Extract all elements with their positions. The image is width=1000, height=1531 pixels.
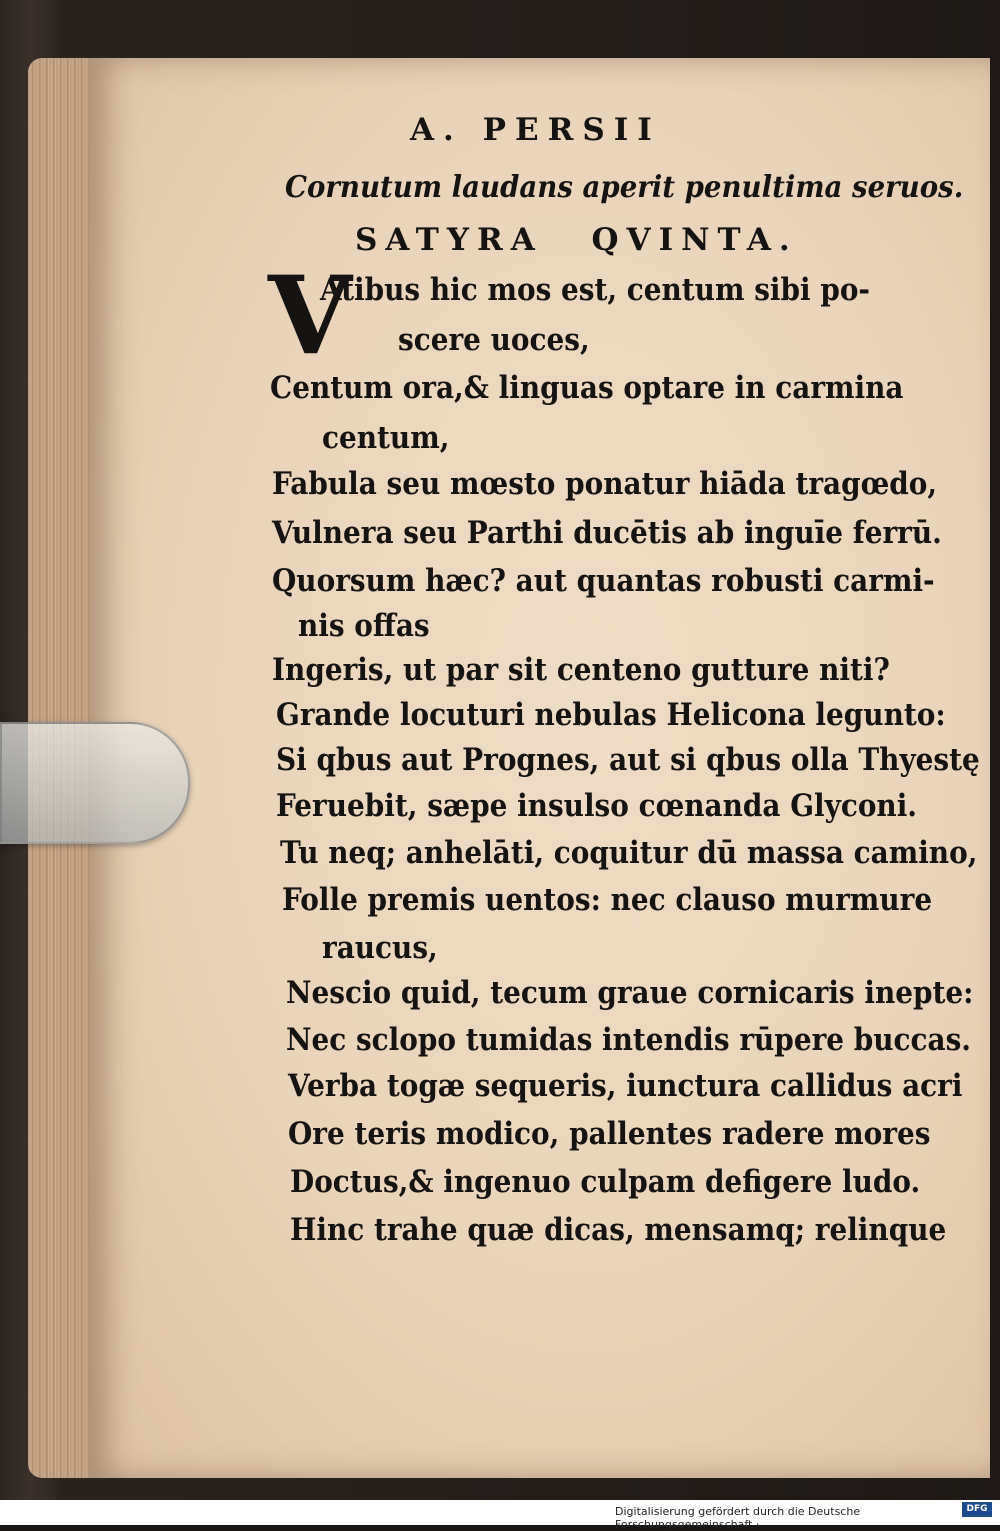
satire-title: SATYRA QVINTA. bbox=[355, 222, 798, 258]
verse-line: scere uoces, bbox=[398, 322, 590, 358]
verse-line: Centum ora,& linguas optare in carmina bbox=[270, 370, 904, 406]
verse-line: Tu neq; anhelāti, coquitur dū massa camino, bbox=[280, 835, 978, 871]
verse-line: Doctus,& ingenuo culpam defigere ludo. bbox=[290, 1164, 921, 1200]
dfg-logo: DFG bbox=[962, 1502, 992, 1517]
verse-line: Feruebit, sæpe insulso cœnanda Glyconi. bbox=[276, 788, 918, 824]
verse-line: raucus, bbox=[322, 930, 438, 966]
satire-argument: Cornutum laudans aperit penultima seruos. bbox=[285, 170, 964, 205]
verse-line: Nescio quid, tecum graue cornicaris inepte: bbox=[286, 975, 974, 1011]
verse-line: Nec sclopo tumidas intendis rūpere buccas. bbox=[286, 1022, 971, 1058]
verse-line: Fabula seu mœsto ponatur hiāda tragœdo, bbox=[272, 466, 938, 502]
running-header: A. PERSII bbox=[410, 112, 661, 148]
digitization-credit: Digitalisierung gefördert durch die Deutsche Forschungsgemeinschaft · bbox=[615, 1505, 861, 1531]
drop-cap: V bbox=[268, 253, 352, 379]
verse-line: Ingeris, ut par sit centeno gutture niti? bbox=[272, 652, 890, 688]
page-clip bbox=[0, 722, 190, 844]
verse-line: centum, bbox=[322, 420, 450, 456]
verse-line: Ore teris modico, pallentes radere mores bbox=[288, 1116, 931, 1152]
verse-line: Quorsum hæc? aut quantas robusti carmi- bbox=[272, 563, 935, 599]
verse-line: Vulnera seu Parthi ducētis ab inguīe ferrū. bbox=[272, 515, 942, 551]
verse-line: Hinc trahe quæ dicas, mensamq; relinque bbox=[290, 1212, 947, 1248]
verse-line: Grande locuturi nebulas Helicona legunto: bbox=[276, 697, 946, 733]
verse-line: Si qbus aut Prognes, aut si qbus olla Thyestę bbox=[276, 742, 980, 778]
verse-line: Atibus hic mos est, centum sibi po- bbox=[320, 272, 871, 308]
verse-line: nis offas bbox=[298, 608, 430, 644]
verse-line: Folle premis uentos: nec clauso murmure bbox=[282, 882, 933, 918]
verse-line: Verba togæ sequeris, iunctura callidus acri bbox=[288, 1068, 963, 1104]
